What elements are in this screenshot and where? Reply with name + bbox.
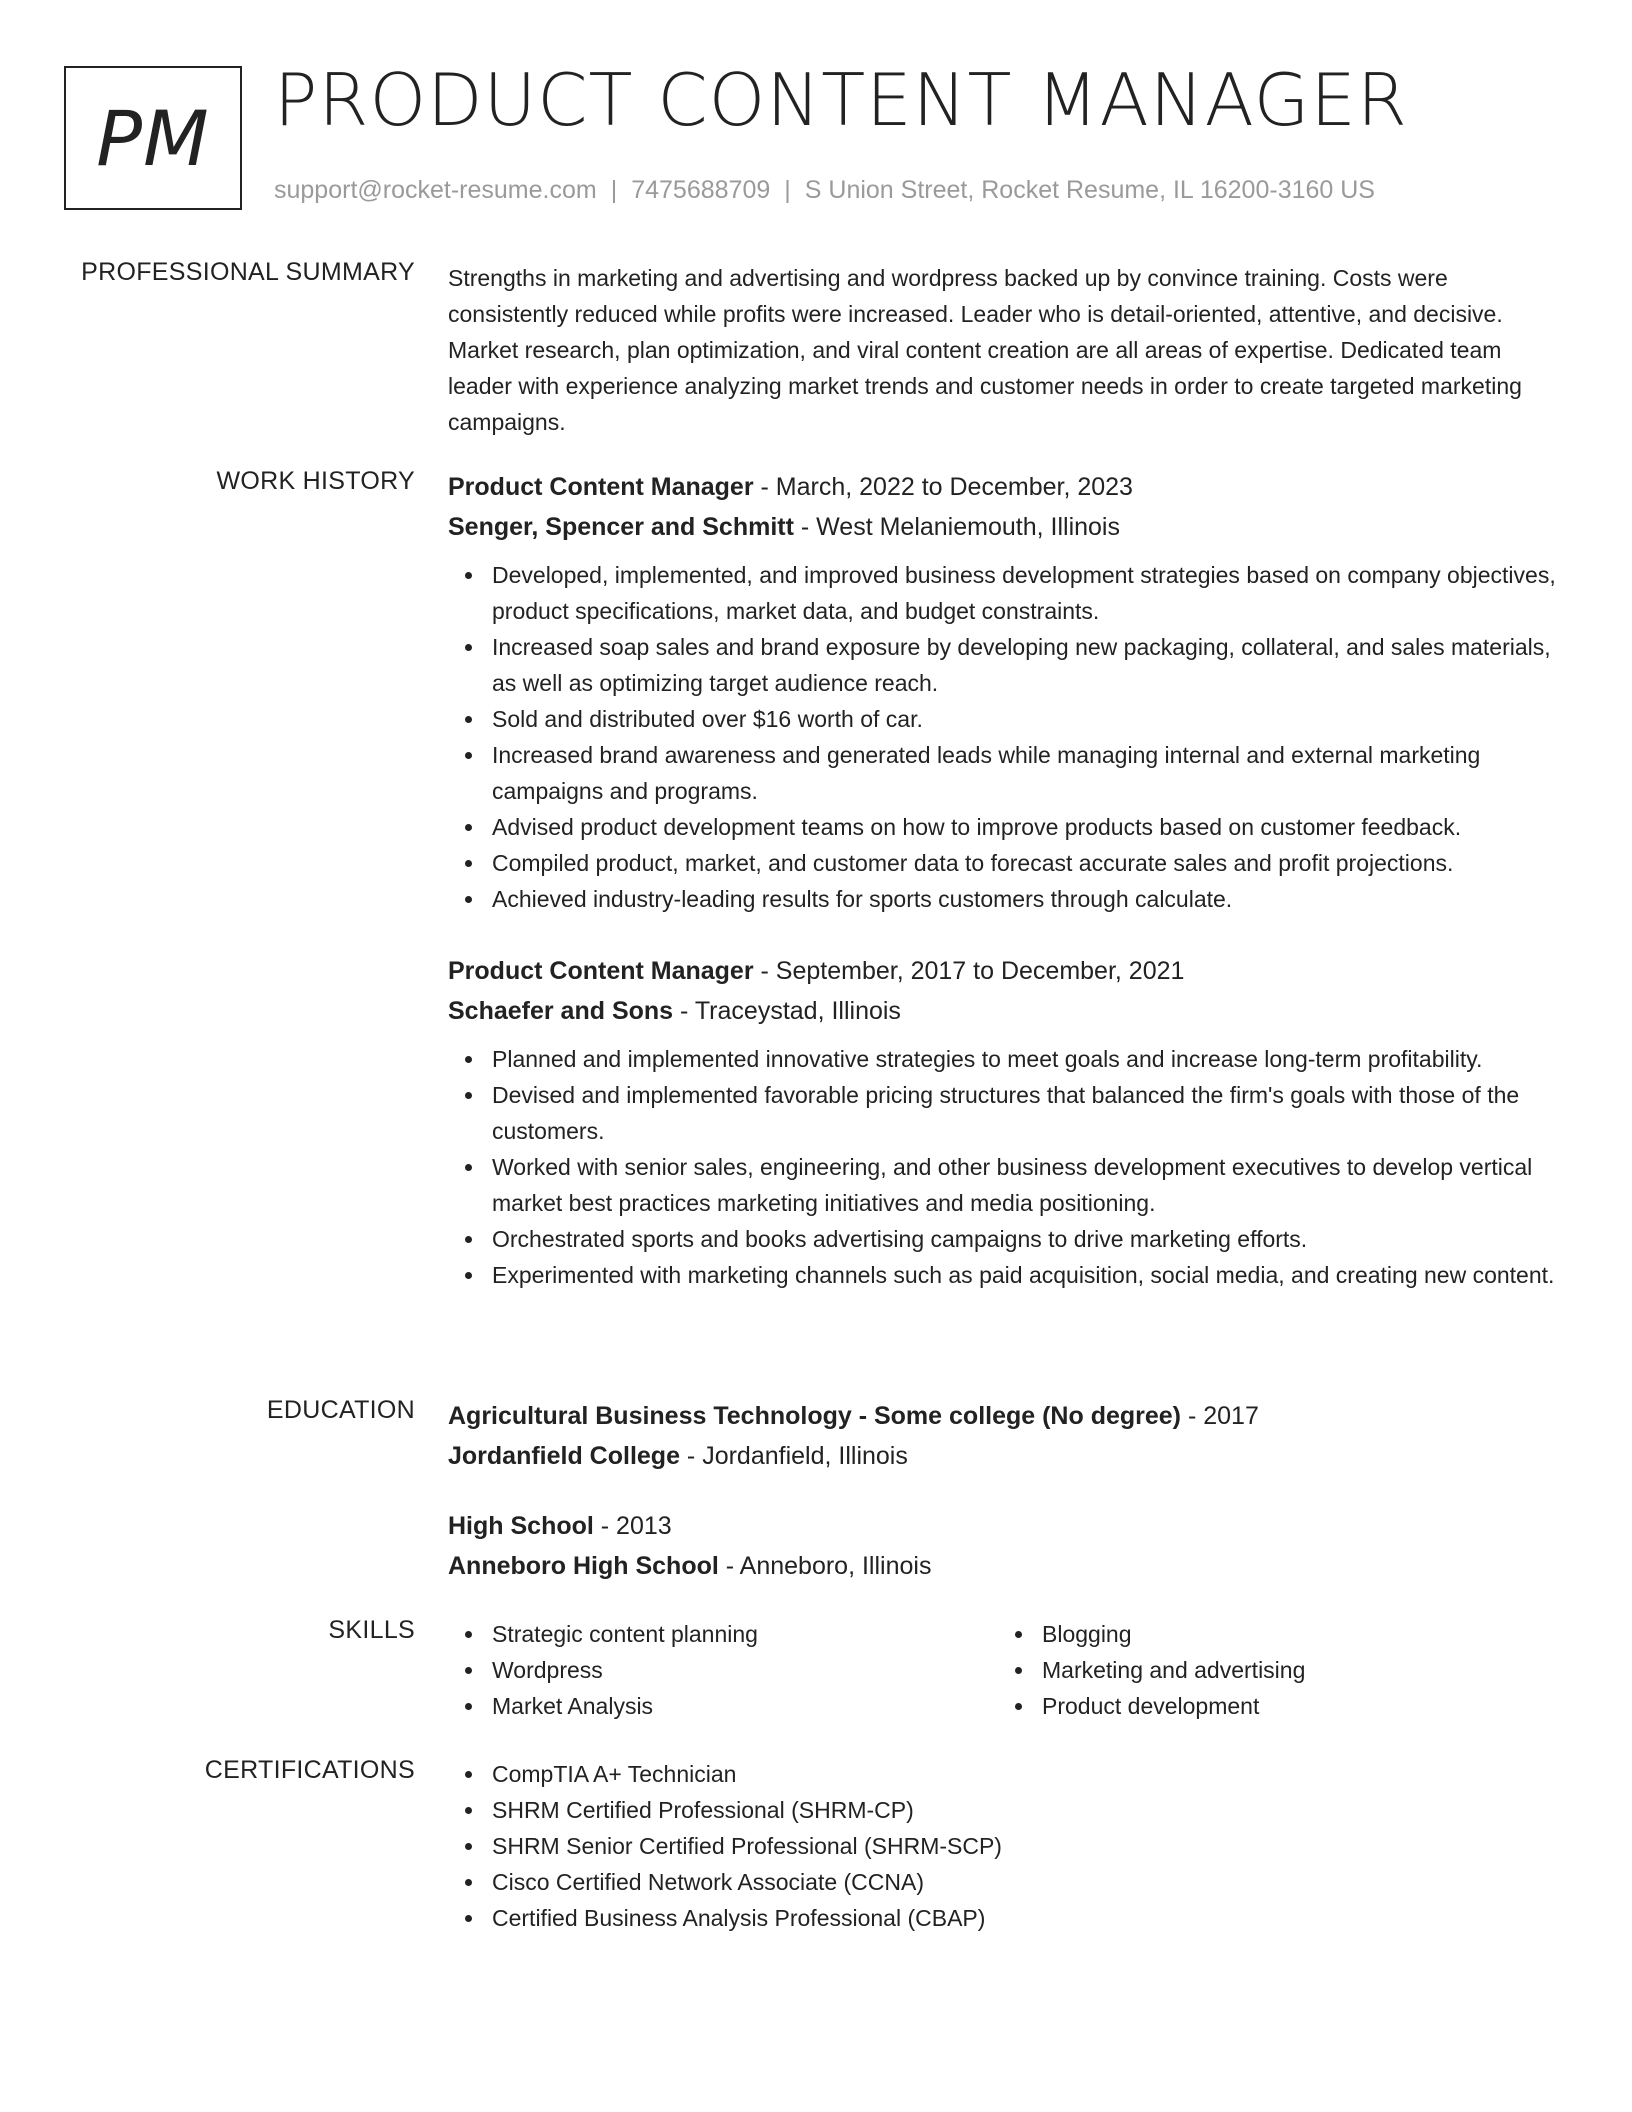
job-role: Product Content Manager — [448, 473, 754, 501]
education-school-line — [448, 1436, 1558, 1476]
contact-phone[interactable]: 7475688709 — [631, 176, 771, 204]
education-degree: Agricultural Business Technology - Some college (No degree) — [448, 1402, 1182, 1430]
job-location: - Traceystad, Illinois — [673, 997, 901, 1025]
job-bullet: Sold and distributed over $16 worth of car. — [448, 701, 1558, 737]
skill-item: Product development — [998, 1688, 1548, 1724]
section-title-education: EDUCATION — [266, 1396, 415, 1424]
skills-grid — [448, 1616, 1558, 1724]
education-school: Anneboro High School — [448, 1552, 719, 1580]
job-bullet: Achieved industry-leading results for sports customers through calculate. — [448, 881, 1558, 917]
section-title-summary: PROFESSIONAL SUMMARY — [81, 258, 415, 286]
monogram-text: PM — [96, 93, 210, 183]
contact-separator: | — [784, 176, 791, 204]
job-dates: - September, 2017 to December, 2021 — [753, 957, 1185, 985]
skill-item: Blogging — [998, 1616, 1548, 1652]
job-company: Senger, Spencer and Schmitt — [448, 513, 794, 541]
skill-item: Market Analysis — [448, 1688, 998, 1724]
skill-item: Wordpress — [448, 1652, 998, 1688]
education-year: - 2017 — [1181, 1402, 1259, 1430]
certification-item: CompTIA A+ Technician — [448, 1756, 1558, 1792]
education-school-line — [448, 1546, 1558, 1586]
contact-line — [274, 176, 1375, 205]
education-degree: High School — [448, 1512, 594, 1540]
job-bullet: Worked with senior sales, engineering, and other business development executives to develop vertical market best practices marketing initiatives and media positioning. — [448, 1149, 1558, 1221]
job-dates: - March, 2022 to December, 2023 — [753, 473, 1133, 501]
job-bullets — [448, 557, 1558, 917]
job-role-line — [448, 951, 1558, 991]
skills-list-left — [448, 1616, 998, 1724]
job-bullets — [448, 1041, 1558, 1293]
education-entry — [448, 1396, 1558, 1476]
contact-address: S Union Street, Rocket Resume, IL 16200-3160 US — [804, 176, 1375, 204]
job-role-line — [448, 467, 1558, 507]
skill-item: Strategic content planning — [448, 1616, 998, 1652]
education-entry — [448, 1506, 1558, 1586]
job-bullet: Planned and implemented innovative strategies to meet goals and increase long-term profitability. — [448, 1041, 1558, 1077]
job-bullet: Compiled product, market, and customer data to forecast accurate sales and profit projections. — [448, 845, 1558, 881]
certification-item: Certified Business Analysis Professional (CBAP) — [448, 1900, 1558, 1936]
contact-separator: | — [610, 176, 618, 204]
job-bullet: Advised product development teams on how to improve products based on customer feedback. — [448, 809, 1558, 845]
job-bullet: Devised and implemented favorable pricing structures that balanced the firm's goals with those of the customers. — [448, 1077, 1558, 1149]
certifications-body — [448, 1756, 1558, 1936]
summary-text: Strengths in marketing and advertising and wordpress backed up by convince training. Costs were consistently reduced while profits were increased. Leader who is detail-oriented, attentive, and decisive. Market research, plan optimization, and viral content creation are all areas of expertise. Dedicated team leader with experience analyzing market trends and customer needs in order to create targeted marketing campaigns. — [448, 265, 1522, 435]
education-location: - Anneboro, Illinois — [718, 1552, 932, 1580]
job-bullet: Experimented with marketing channels such as paid acquisition, social media, and creating new content. — [448, 1257, 1558, 1293]
resume-title: PRODUCT CONTENT MANAGER — [274, 58, 1408, 142]
job-company: Schaefer and Sons — [448, 997, 674, 1025]
work-history-body — [448, 467, 1558, 1293]
job-company-line — [448, 507, 1558, 547]
job-bullet: Increased brand awareness and generated leads while managing internal and external marketing campaigns and programs. — [448, 737, 1558, 809]
job-company-line — [448, 991, 1558, 1031]
section-title-work-history: WORK HISTORY — [216, 467, 415, 495]
skills-list-right — [998, 1616, 1548, 1724]
section-title-skills: SKILLS — [328, 1616, 415, 1644]
job-location: - West Melaniemouth, Illinois — [793, 513, 1120, 541]
certifications-list — [448, 1756, 1558, 1936]
education-degree-line — [448, 1506, 1558, 1546]
education-year: - 2013 — [593, 1512, 672, 1540]
job-bullet: Orchestrated sports and books advertising campaigns to drive marketing efforts. — [448, 1221, 1558, 1257]
certification-item: SHRM Senior Certified Professional (SHRM-SCP) — [448, 1828, 1558, 1864]
certification-item: SHRM Certified Professional (SHRM-CP) — [448, 1792, 1558, 1828]
contact-email[interactable]: support@rocket-resume.com — [274, 176, 597, 204]
education-degree-line — [448, 1396, 1558, 1436]
job-bullet: Developed, implemented, and improved business development strategies based on company objectives, product specifications, market data, and budget constraints. — [448, 557, 1558, 629]
monogram-logo — [64, 66, 242, 210]
job-role: Product Content Manager — [448, 957, 754, 985]
job-entry — [448, 467, 1558, 917]
education-school: Jordanfield College — [448, 1442, 680, 1470]
certification-item: Cisco Certified Network Associate (CCNA) — [448, 1864, 1558, 1900]
skill-item: Marketing and advertising — [998, 1652, 1548, 1688]
job-bullet: Increased soap sales and brand exposure by developing new packaging, collateral, and sales materials, as well as optimizing target audience reach. — [448, 629, 1558, 701]
education-location: - Jordanfield, Illinois — [679, 1442, 908, 1470]
section-title-certifications: CERTIFICATIONS — [204, 1756, 415, 1784]
job-entry — [448, 951, 1558, 1293]
education-body — [448, 1396, 1558, 1586]
